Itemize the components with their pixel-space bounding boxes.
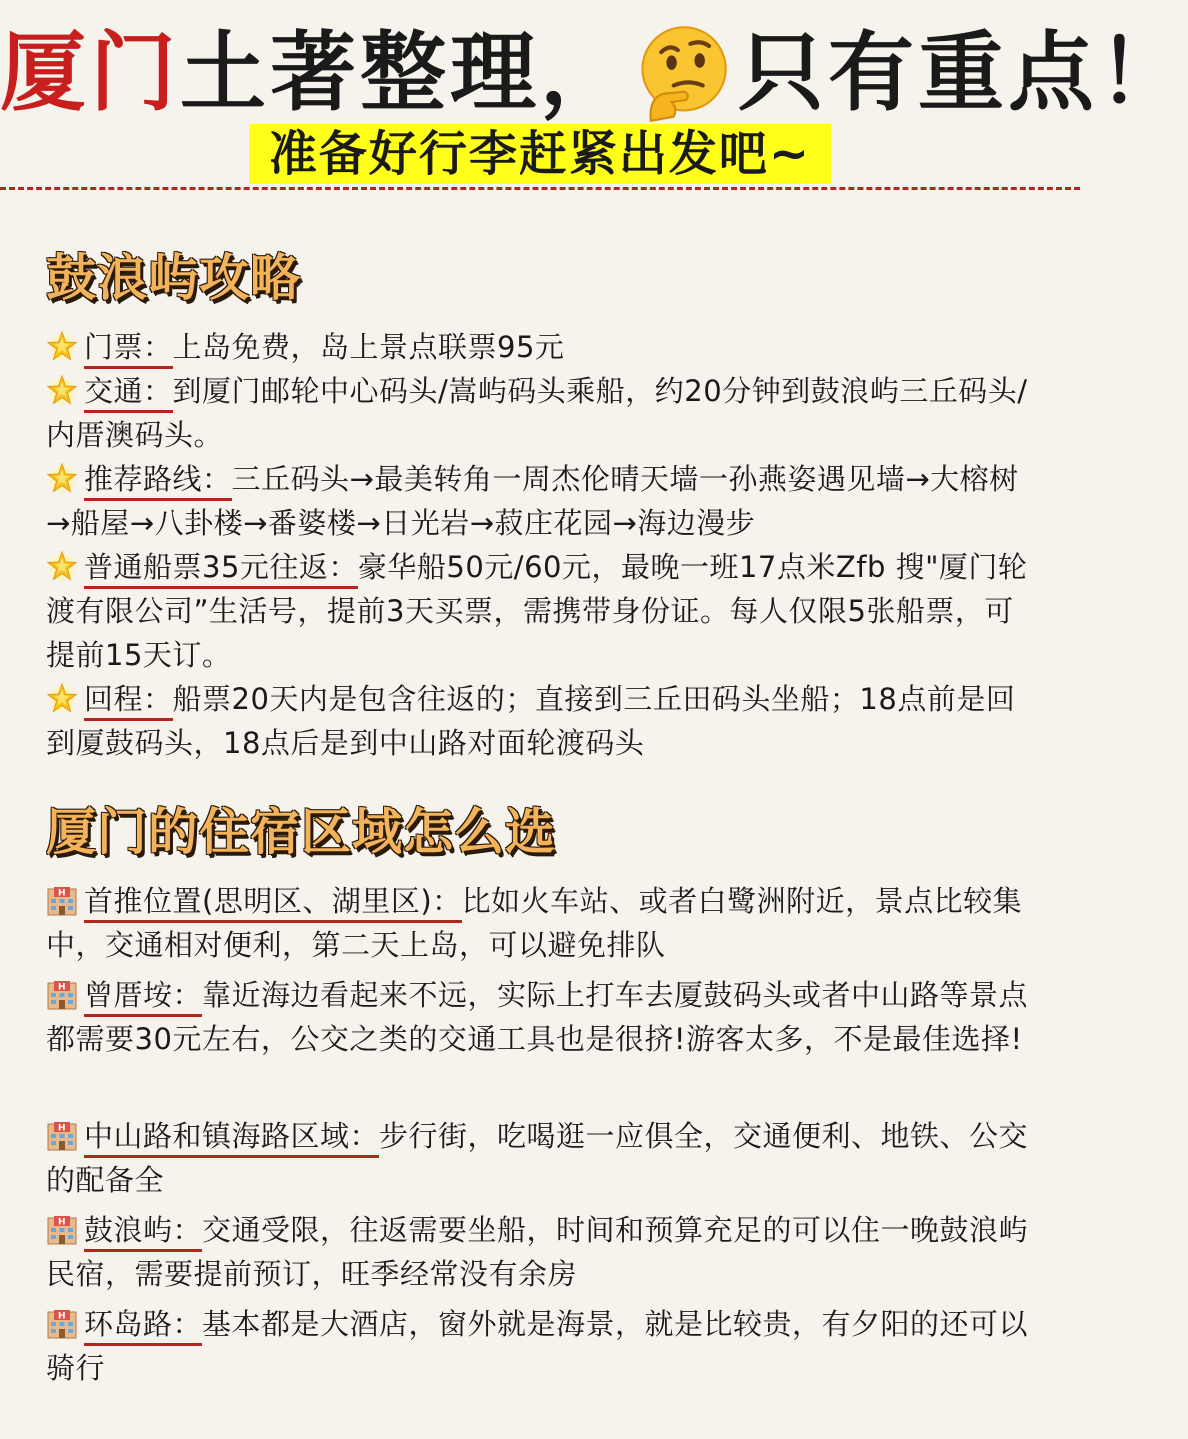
item-text: 靠近海边看起来不远，实际上打车去厦鼓码头或者中山路等景点都需要30元左右，公交之类的交通工具也是很挤!游客太多，不是最佳选择! xyxy=(46,978,1029,1056)
subtitle-wrap xyxy=(0,124,1080,184)
item-label: 首推位置(思明区、湖里区)： xyxy=(84,882,462,923)
subtitle: 准备好行李赶紧出发吧~ xyxy=(249,124,831,184)
item-label: 中山路和镇海路区域： xyxy=(84,1117,379,1158)
item-text: 比如火车站、或者白鹭洲附近，景点比较集中，交通相对便利，第二天上岛，可以避免排队 xyxy=(46,884,1023,962)
list-item xyxy=(46,973,1041,1061)
star-icon xyxy=(46,550,78,582)
title-city: 厦门 xyxy=(0,23,180,123)
star-icon xyxy=(46,462,78,494)
item-label: 普通船票35元往返： xyxy=(84,548,358,589)
hotel-icon xyxy=(46,980,78,1010)
page-title xyxy=(0,18,1188,131)
list-item xyxy=(46,545,1041,677)
item-text: 豪华船50元/60元，最晚一班17点米Zfb 搜"厦门轮渡有限公司”生活号，提前3天买票，需携带身份证。每人仅限5张船票，可提前15天订。 xyxy=(46,550,1028,672)
list-item xyxy=(46,1114,1041,1202)
item-label: 回程： xyxy=(84,680,173,721)
hotel-icon xyxy=(46,1215,78,1245)
star-icon xyxy=(46,374,78,406)
item-text: 三丘码头→最美转角一周杰伦晴天墙一孙燕姿遇见墙→大榕树→船屋→八卦楼→番婆楼→日光岩→菽庄花园→海边漫步 xyxy=(46,462,1019,540)
list-item xyxy=(46,677,1041,765)
item-text: 上岛免费，岛上景点联票95元 xyxy=(172,330,565,364)
list-item xyxy=(46,1302,1041,1390)
item-label: 交通： xyxy=(84,372,173,413)
thinking-face-icon xyxy=(630,21,734,125)
item-text: 基本都是大酒店，窗外就是海景，就是比较贵，有夕阳的还可以骑行 xyxy=(46,1307,1029,1385)
dashed-divider xyxy=(0,187,1080,190)
item-label: 曾厝垵： xyxy=(84,976,202,1017)
item-text: 到厦门邮轮中心码头/嵩屿码头乘船，约20分钟到鼓浪屿三丘码头/内厝澳码头。 xyxy=(46,374,1028,452)
item-label: 环岛路： xyxy=(84,1305,202,1346)
star-icon xyxy=(46,330,78,362)
list-item xyxy=(46,1208,1041,1296)
item-text: 交通受限，往返需要坐船，时间和预算充足的可以住一晚鼓浪屿民宿，需要提前预订，旺季经常没有余房 xyxy=(46,1213,1029,1291)
hotel-icon xyxy=(46,886,78,916)
section-heading-gulangyu: 鼓浪屿攻略 xyxy=(46,249,301,307)
section-heading-lodging: 厦门的住宿区域怎么选 xyxy=(46,803,556,861)
title-end: 只有重点！ xyxy=(738,23,1188,123)
star-icon xyxy=(46,682,78,714)
item-text: 船票20天内是包含往返的；直接到三丘田码头坐船；18点前是回到厦鼓码头，18点后是到中山路对面轮渡码头 xyxy=(46,682,1016,760)
list-item xyxy=(46,457,1041,545)
item-label: 门票： xyxy=(84,328,173,369)
list-item xyxy=(46,369,1041,457)
list-item xyxy=(46,325,1041,369)
list-item xyxy=(46,879,1041,967)
hotel-icon xyxy=(46,1121,78,1151)
item-text: 步行街，吃喝逛一应俱全，交通便利、地铁、公交的配备全 xyxy=(46,1119,1029,1197)
hotel-icon xyxy=(46,1309,78,1339)
item-label: 鼓浪屿： xyxy=(84,1211,202,1252)
item-label: 推荐路线： xyxy=(84,460,232,501)
title-middle: 土著整理， xyxy=(180,23,630,123)
